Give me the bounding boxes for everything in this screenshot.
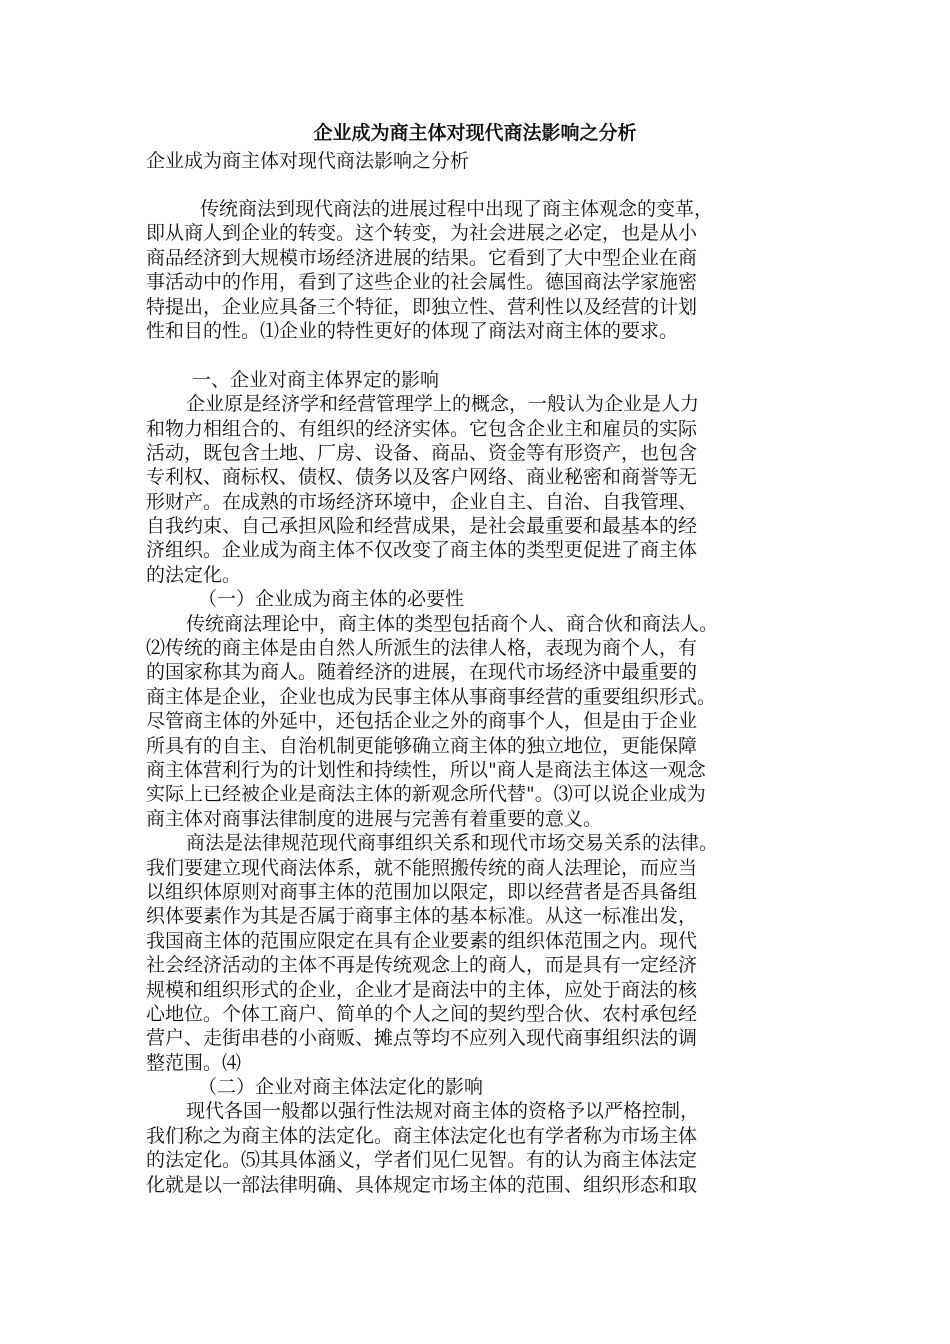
paragraph-line: 传统商法理论中，商主体的类型包括商个人、商合伙和商法人。 — [186, 612, 719, 635]
paragraph-line: 社会经济活动的主体不再是传统观念上的商人，而是具有一定经济 — [146, 954, 698, 977]
paragraph-line: 的法定化。 — [146, 563, 242, 586]
paragraph-line: 事活动中的作用，看到了这些企业的社会属性。德国商法学家施密 — [146, 271, 698, 294]
document-body — [146, 197, 816, 1197]
blank-line — [146, 343, 816, 367]
paragraph-line: 我国商主体的范围应限定在具有企业要素的组织体范围之内。现代 — [146, 929, 698, 952]
paragraph-line: 商主体营利行为的计划性和持续性，所以"商人是商法主体这一观念 — [146, 758, 706, 781]
paragraph-line: 商主体对商事法律制度的进展与完善有着重要的意义。 — [146, 807, 603, 830]
paragraph-line: 济组织。企业成为商主体不仅改变了商主体的类型更促进了商主体 — [146, 539, 698, 562]
paragraph-line: 营户、走街串巷的小商贩、摊点等均不应列入现代商事组织法的调 — [146, 1027, 698, 1050]
paragraph-line: 活动，既包含土地、厂房、设备、商品、资金等有形资产，也包含 — [146, 441, 698, 464]
document-title: 企业成为商主体对现代商法影响之分析 — [313, 122, 637, 144]
paragraph-line: 专利权、商标权、债权、债务以及客户网络、商业秘密和商誉等无 — [146, 466, 698, 489]
paragraph-line: 整范围。⑷ — [146, 1051, 242, 1074]
paragraph-line: 特提出，企业应具备三个特征，即独立性、营利性以及经营的计划 — [146, 295, 698, 318]
paragraph-line: 的法定化。⑸其具体涵义，学者们见仁见智。有的认为商主体法定 — [146, 1149, 698, 1172]
paragraph-line: 商品经济到大规模市场经济进展的结果。它看到了大中型企业在商 — [146, 246, 698, 269]
paragraph-line: 心地位。个体工商户、简单的个人之间的契约型合伙、农村承包经 — [146, 1002, 698, 1025]
paragraph-line: 尽管商主体的外延中，还包括企业之外的商事个人，但是由于企业 — [146, 710, 698, 733]
paragraph-line: 所具有的自主、自治机制更能够确立商主体的独立地位，更能保障 — [146, 734, 698, 757]
paragraph-line: 实际上已经被企业是商法主体的新观念所代替"。⑶可以说企业成为 — [146, 783, 706, 806]
section-heading: 一、企业对商主体界定的影响 — [192, 368, 440, 391]
paragraph-line: 传统商法到现代商法的进展过程中出现了商主体观念的变革， — [200, 198, 714, 220]
paragraph-line: 的国家称其为商人。随着经济的进展，在现代市场经济中最重要的 — [146, 661, 698, 684]
subsection-heading: （一）企业成为商主体的必要性 — [198, 588, 465, 611]
paragraph-line: 即从商人到企业的转变。这个转变，为社会进展之必定，也是从小 — [146, 222, 698, 245]
subsection-heading: （二）企业对商主体法定化的影响 — [198, 1076, 484, 1099]
document-subtitle: 企业成为商主体对现代商法影响之分析 — [146, 150, 470, 172]
paragraph-line: 以组织体原则对商事主体的范围加以限定，即以经营者是否具备组 — [146, 880, 698, 903]
paragraph-line: 化就是以一部法律明确、具体规定市场主体的范围、组织形态和取 — [146, 1173, 698, 1196]
paragraph-line: 规模和组织形式的企业，企业才是商法中的主体，应处于商法的核 — [146, 978, 698, 1001]
paragraph-line: 我们要建立现代商法体系，就不能照搬传统的商人法理论，而应当 — [146, 856, 698, 879]
paragraph-line: 织体要素作为其是否属于商事主体的基本标准。从这一标准出发， — [146, 905, 698, 928]
paragraph-line: ⑵传统的商主体是由自然人所派生的法律人格，表现为商个人，有 — [146, 637, 698, 660]
paragraph-line: 和物力相组合的、有组织的经济实体。它包含企业主和雇员的实际 — [146, 417, 698, 440]
paragraph-line: 形财产。在成熟的市场经济环境中，企业自主、自治、自我管理、 — [146, 490, 698, 513]
paragraph-line: 性和目的性。⑴企业的特性更好的体现了商法对商主体的要求。 — [146, 319, 679, 342]
paragraph-line: 现代各国一般都以强行性法规对商主体的资格予以严格控制， — [186, 1100, 700, 1123]
paragraph-line: 企业原是经济学和经营管理学上的概念，一般认为企业是人力 — [186, 393, 700, 416]
paragraph-line: 商法是法律规范现代商事组织关系和现代市场交易关系的法律。 — [186, 832, 719, 855]
paragraph-line: 我们称之为商主体的法定化。商主体法定化也有学者称为市场主体 — [146, 1124, 698, 1147]
paragraph-line: 自我约束、自己承担风险和经营成果，是社会最重要和最基本的经 — [146, 515, 698, 538]
paragraph-line: 商主体是企业，企业也成为民事主体从事商事经营的重要组织形式。 — [146, 685, 717, 708]
